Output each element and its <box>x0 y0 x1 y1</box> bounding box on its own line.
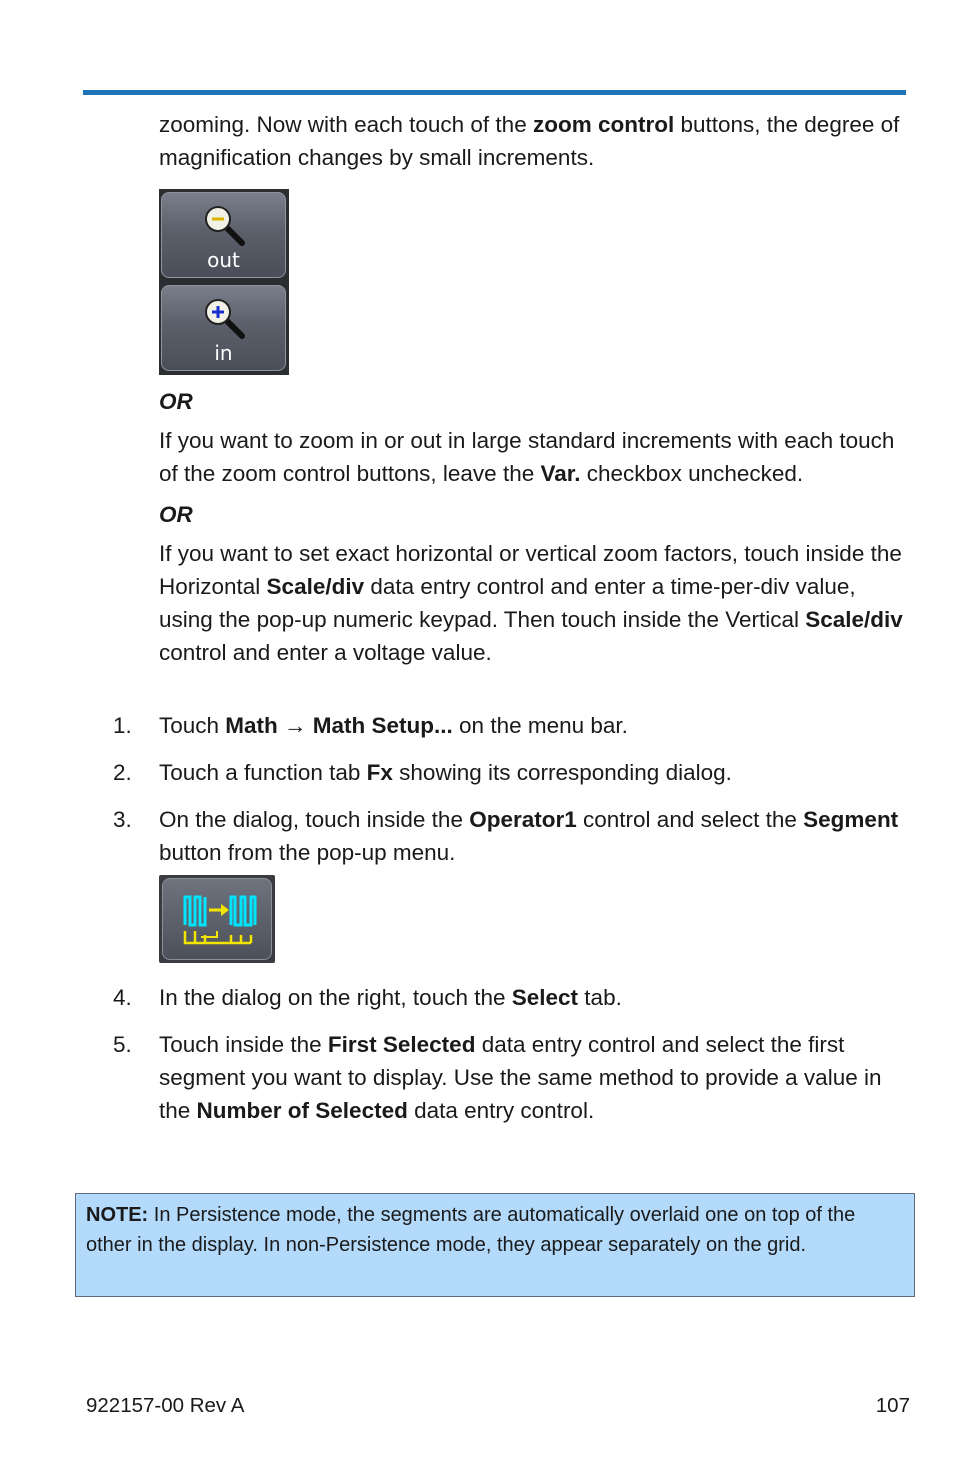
zoom-control-term: zoom control <box>532 112 675 137</box>
zoom-in-icon <box>202 296 248 342</box>
para3-text-a: If you want to set exact horizontal or vertical zoom factors, touch inside the Horizontal <box>159 541 902 599</box>
step-text: Touch inside the <box>159 1032 328 1057</box>
step-term: Fx <box>366 760 393 785</box>
step-2 <box>113 756 904 789</box>
step-text: button from the pop-up menu. <box>159 840 456 865</box>
step-text: control and select the <box>576 807 804 832</box>
step-text: In the dialog on the right, touch the <box>159 985 512 1010</box>
step-text: data entry control and select the first segment you want to display. Use the same method to provide a value in the <box>159 1032 882 1123</box>
step-3 <box>113 803 904 869</box>
para3-text-c: data entry control and enter a time-per-div value, using the pop-up numeric keypad. Then touch inside the Vertical <box>159 574 856 632</box>
step-number: 5. <box>113 1032 132 1057</box>
or-label-1: OR <box>159 389 193 414</box>
footer-doc-id: 922157-00 Rev A <box>86 1394 245 1417</box>
zoom-buttons-image <box>159 189 289 375</box>
step-term: Operator1 <box>469 807 577 832</box>
step-number: 2. <box>113 760 132 785</box>
step-text: on the menu bar. <box>452 713 628 738</box>
step-1 <box>113 709 904 742</box>
large-increment-paragraph <box>159 424 904 490</box>
zoom-in-label: in <box>214 341 233 365</box>
para2-text-c: checkbox unchecked. <box>580 461 804 486</box>
segment-icon <box>163 879 271 959</box>
segment-button-image <box>159 875 275 963</box>
step-term: First Selected <box>327 1032 476 1057</box>
step-text: data entry control. <box>407 1098 595 1123</box>
or-label-2: OR <box>159 502 193 527</box>
step-text: tab. <box>578 985 622 1010</box>
step-text: showing its corresponding dialog. <box>392 760 732 785</box>
scale-div-term-1: Scale/div <box>266 574 365 599</box>
step-5 <box>113 1028 904 1127</box>
note-text: In Persistence mode, the segments are automatically overlaid one on top of the other in the display. In non-Persistence mode, they appear separately on the grid. <box>86 1204 856 1256</box>
step-term: Number of Selected <box>196 1098 408 1123</box>
zoom-out-button[interactable] <box>161 192 286 278</box>
para3-text-e: control and enter a voltage value. <box>159 640 492 665</box>
page-body <box>113 108 904 1141</box>
step-4 <box>113 981 904 1014</box>
note-box <box>75 1193 915 1297</box>
header-rule <box>83 90 906 95</box>
step-text: Touch a function tab <box>159 760 367 785</box>
step-number: 3. <box>113 807 132 832</box>
intro-text-c: buttons, the degree of magnification changes by small increments. <box>159 112 900 170</box>
step-term: Segment <box>803 807 899 832</box>
exact-zoom-paragraph <box>159 537 904 669</box>
note-label: NOTE: <box>86 1204 149 1226</box>
scale-div-term-2: Scale/div <box>805 607 903 632</box>
var-term: Var. <box>540 461 581 486</box>
zoom-in-button[interactable] <box>161 285 286 371</box>
step-number: 4. <box>113 985 132 1010</box>
para2-text-a: If you want to zoom in or out in large standard increments with each touch of the zoom control buttons, leave the <box>159 428 895 486</box>
step-number: 1. <box>113 713 132 738</box>
zoom-out-icon <box>202 203 248 249</box>
intro-paragraph <box>159 108 904 174</box>
segment-button[interactable] <box>162 878 272 960</box>
step-term: Math → Math Setup... <box>225 713 453 738</box>
step-text: Touch <box>159 713 226 738</box>
step-text: On the dialog, touch inside the <box>159 807 470 832</box>
procedure-steps <box>113 709 904 1127</box>
step-term: Select <box>511 985 579 1010</box>
zoom-out-label: out <box>207 248 240 272</box>
intro-text-a: zooming. Now with each touch of the <box>159 112 533 137</box>
footer-page-number: 107 <box>875 1394 910 1417</box>
